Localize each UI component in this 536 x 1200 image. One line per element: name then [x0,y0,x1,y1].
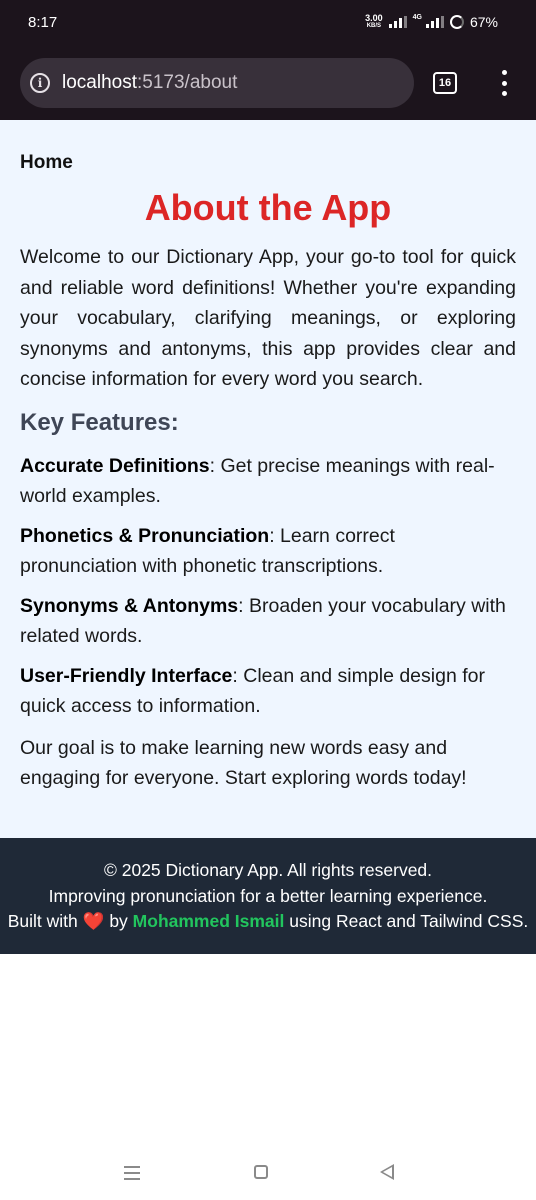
feature-description: : Clean and simple design for quick access to information. [20,664,485,717]
footer-by: by [109,911,128,931]
url-text[interactable] [62,72,237,94]
battery-icon [450,15,464,29]
feature-description: : Get precise meanings with real-world examples. [20,454,495,507]
feature-item [20,451,516,511]
goal-paragraph: Our goal is to make learning new words easy and engaging for everyone. Start exploring words today! [20,736,467,789]
author-link[interactable]: Mohammed Ismail [132,911,285,931]
network-speed-value: 3.00 [365,13,383,23]
tab-switcher-button[interactable] [433,72,457,94]
feature-item [20,661,516,721]
system-navigation-bar [0,1150,536,1200]
page-title: About the App [144,187,392,228]
feature-name: Phonetics & Pronunciation [20,524,270,547]
features-heading: Key Features: [20,408,179,436]
cell-signal-icon [426,16,444,28]
home-icon[interactable] [254,1165,268,1179]
status-indicators [365,14,498,30]
footer-built-suffix: using React and Tailwind CSS. [289,911,529,931]
footer-tagline: Improving pronunciation for a better learning experience. [48,885,488,906]
network-type: 4G [412,14,422,21]
heart-icon: ❤️ [82,911,105,931]
footer-credits [0,909,536,935]
url-path: :5173/about [137,72,238,93]
network-speed [365,14,383,30]
nav-home-link[interactable]: Home [20,152,73,173]
network-speed-unit: KB/S [366,23,382,29]
back-icon[interactable] [380,1164,394,1180]
feature-name: User-Friendly Interface [20,664,233,687]
intro-paragraph: Welcome to our Dictionary App, your go-to tool for quick and reliable word definitions! Whether you're expanding your vocabulary, clarifying meanings, or exploring synonyms and antonyms, this app provides clear and concise information for every word you search. [20,246,516,390]
info-icon[interactable]: i [30,73,50,93]
status-time: 8:17 [28,14,58,31]
url-host: localhost [62,72,137,93]
browser-toolbar [0,48,536,120]
feature-item [20,591,516,651]
footer-copyright: © 2025 Dictionary App. All rights reserved. [103,860,433,880]
about-page [0,120,536,838]
wifi-signal-icon [389,16,407,28]
feature-item [20,521,516,581]
tab-count: 16 [438,77,452,89]
feature-name: Accurate Definitions [20,454,210,477]
footer-built-prefix: Built with [7,911,78,931]
feature-description: : Broaden your vocabulary with related words. [20,594,506,647]
recents-icon[interactable] [124,1166,140,1180]
battery-level: 67% [469,14,498,30]
address-bar[interactable] [20,58,414,108]
more-menu-icon[interactable] [499,70,509,96]
status-bar [0,0,536,48]
feature-description: : Learn correct pronunciation with phonetic transcriptions. [20,524,395,577]
page-footer [0,838,536,954]
feature-name: Synonyms & Antonyms [20,594,239,617]
